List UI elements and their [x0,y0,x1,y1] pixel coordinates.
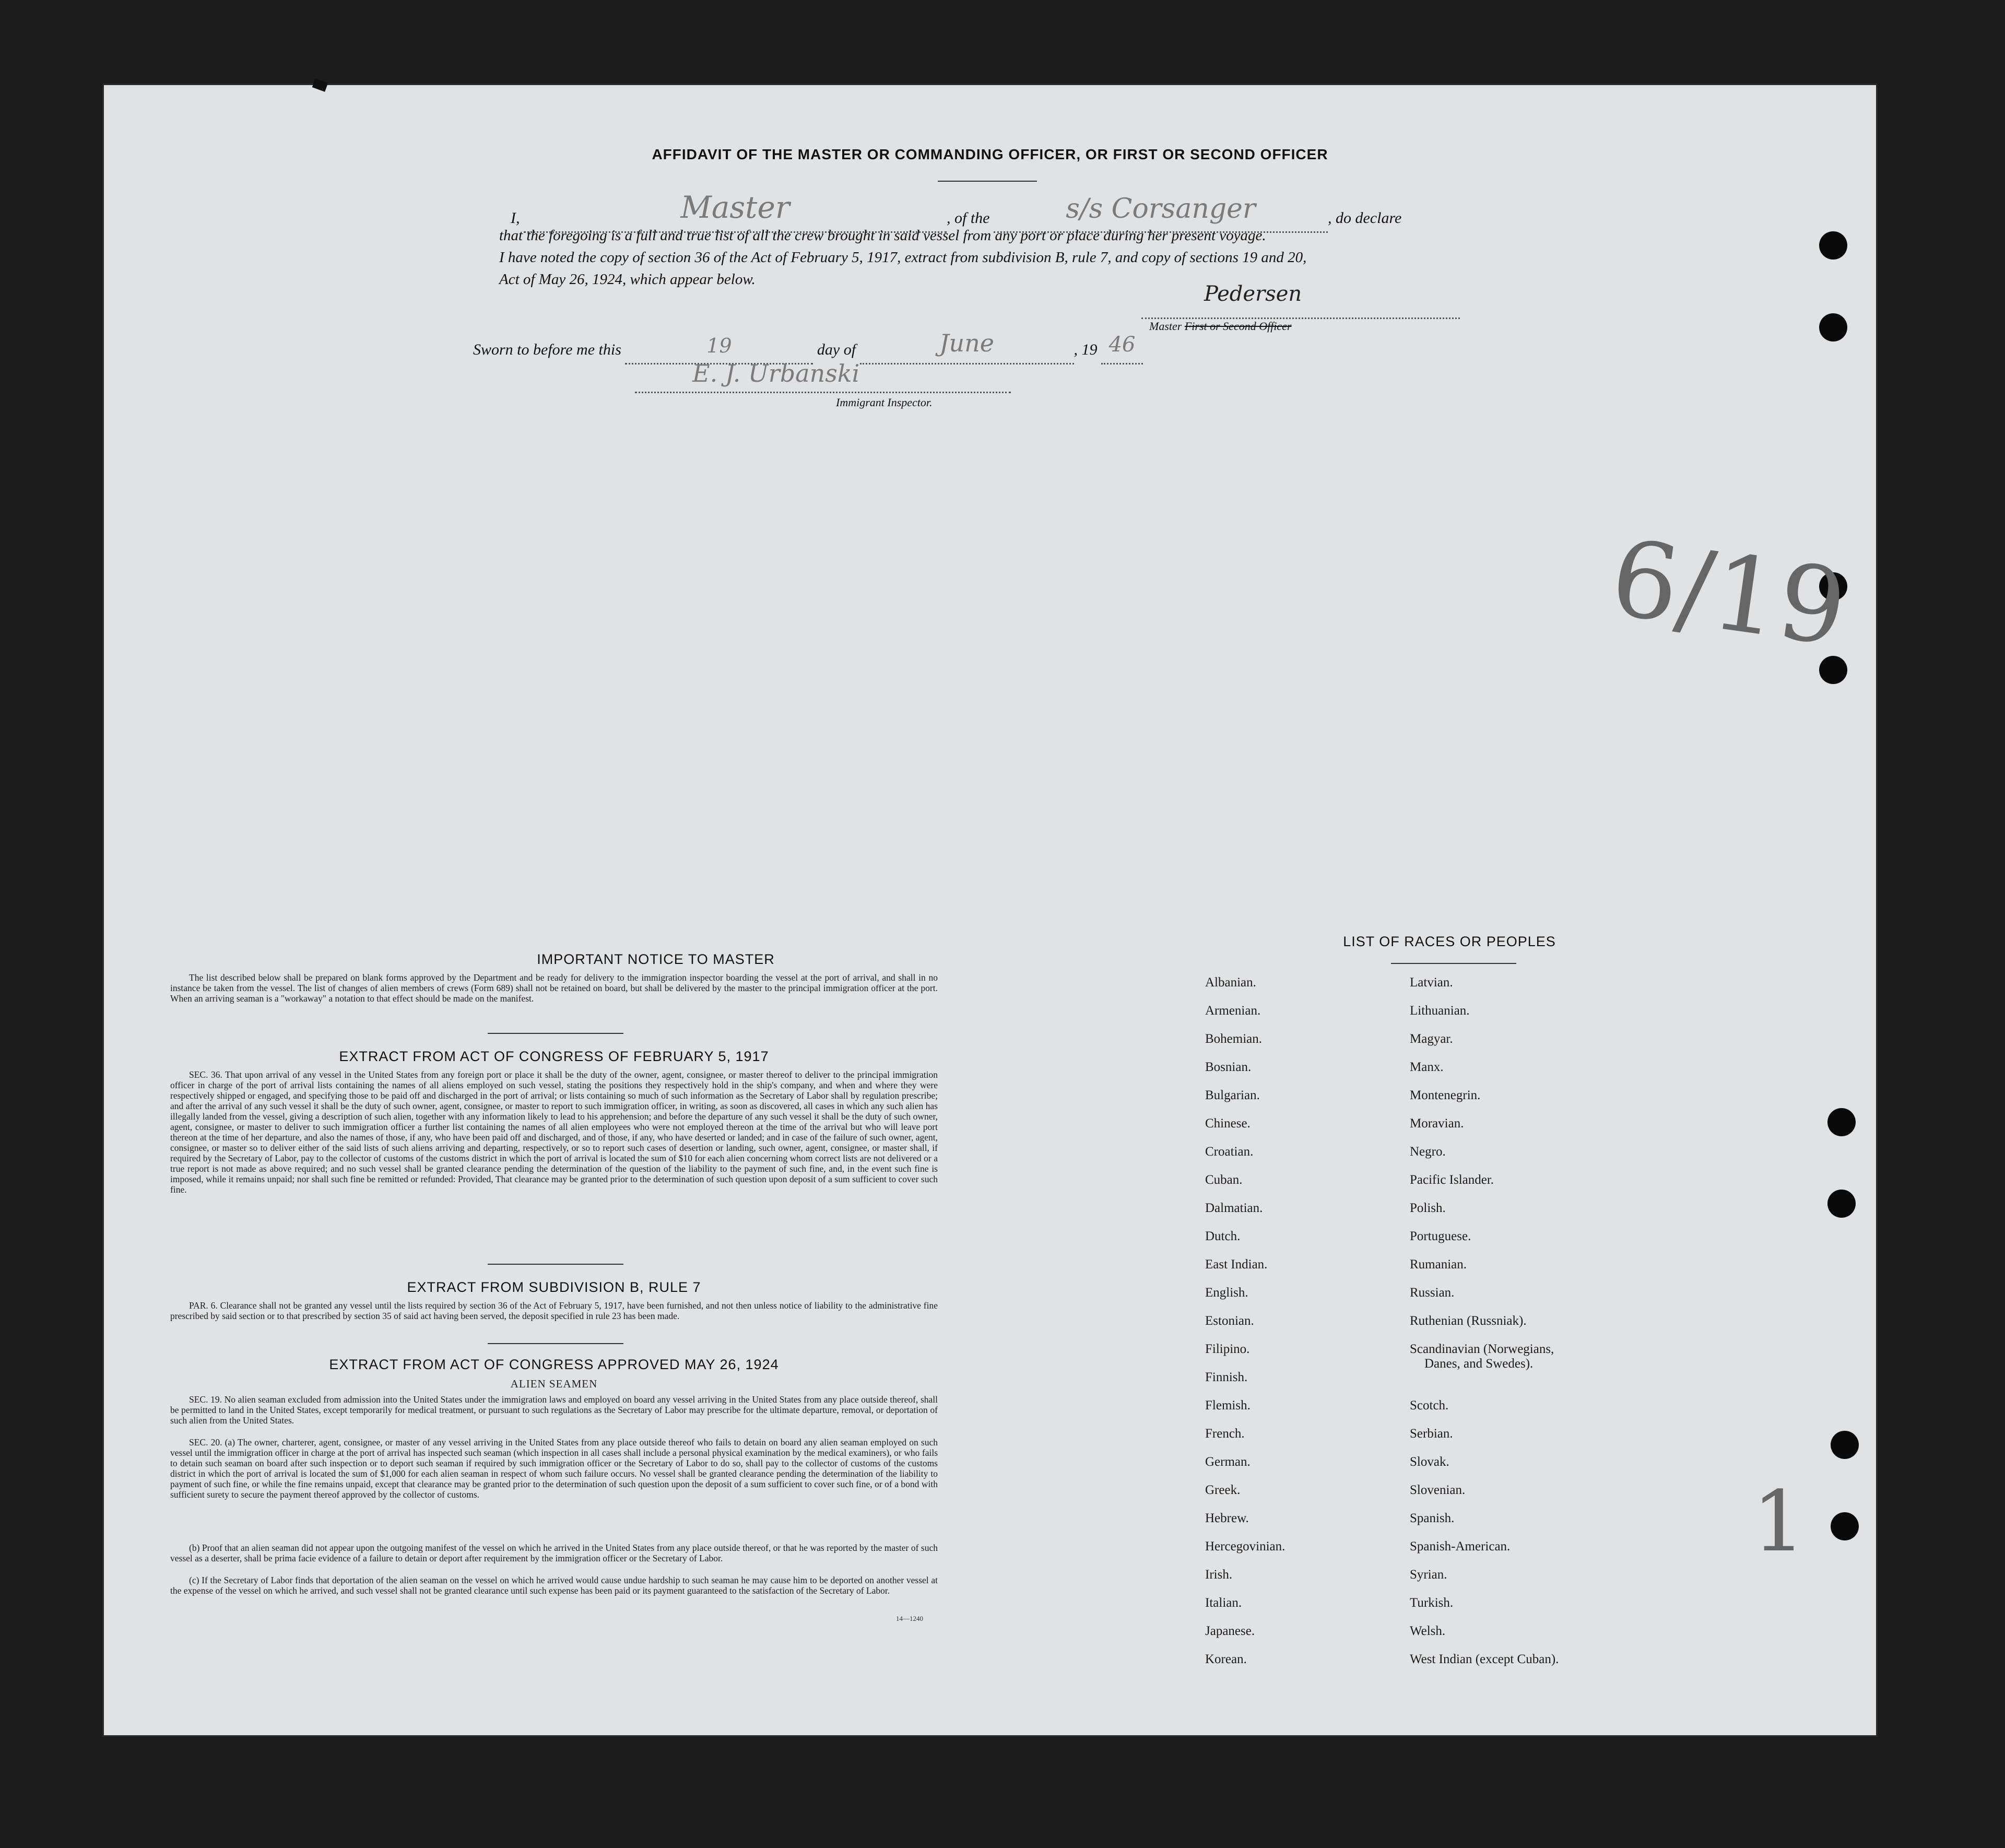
race-item: Bulgarian. [1205,1088,1260,1102]
races-title: LIST OF RACES OR PEOPLES [1343,934,1556,949]
race-item: Syrian. [1410,1568,1447,1582]
race-item: Cuban. [1205,1173,1243,1187]
form-number: 14—1240 [896,1615,923,1622]
master-handwriting: Master [680,190,790,225]
race-item: Danes, and Swedes). [1424,1357,1534,1371]
race-item: East Indian. [1205,1257,1268,1272]
sworn-month-field [860,329,1074,364]
caption-master: Master [1149,320,1182,333]
race-item: Spanish-American. [1410,1539,1511,1553]
race-item: Hebrew. [1205,1511,1249,1525]
race-item: Bohemian. [1205,1032,1263,1046]
text-do-declare: , do declare [1328,209,1402,227]
race-item: Japanese. [1205,1624,1255,1638]
race-item: Filipino. [1205,1342,1250,1356]
text-of-the: , of the [947,209,990,227]
sec20c-text: (c) If the Secretary of Labor finds that deportation of the alien seaman on the vessel on which he arrived would cause undue hardship to such seaman he may cause him to be deported on another vessel at the expense of the vessel on which he arrived, and such vessel shall not be granted clearance until such expense has been paid or its payment guaranteed to the satisfaction of the Secretary of Labor. [170,1575,938,1596]
margin-tick: 1 [1752,1473,1806,1570]
title-divider [938,181,1037,182]
race-item: French. [1205,1427,1245,1441]
declaration-line-2: that the foregoing is a full and true list of all the crew brought in said vessel from any port or place during her present voyage. [499,227,1266,244]
extract-1917-title: EXTRACT FROM ACT OF CONGRESS OF FEBRUARY 5, 1917 [339,1049,769,1064]
section-divider [488,1343,623,1344]
race-item: Dutch. [1205,1229,1241,1243]
day-of-label: day of [817,341,856,358]
race-item: Italian. [1205,1596,1242,1610]
master-signature-line [1141,307,1460,319]
race-item: Greek. [1205,1483,1241,1497]
race-item: Spanish. [1410,1511,1455,1525]
sec20b-text: (b) Proof that an alien seaman did not appear upon the outgoing manifest of the vessel on which he arrived in the United States from any place outside thereof, or that he was reported by the master of such vessel as a deserter, shall be prima facie evidence of a failure to detain or deport after requirement by the immigration officer or the Secretary of Labor. [170,1543,938,1563]
punch-hole [1819,231,1847,260]
race-item: Slovak. [1410,1455,1449,1469]
section-divider [488,1033,623,1034]
rule7-text: PAR. 6. Clearance shall not be granted any vessel until the lists required by section 36 of the Act of February 5, 1917, have been furnished, and not then unless notice of liability to the administrative fine prescribed by said section or to that prescribed by section 35 of said act having been served, the deposit specified in rule 23 has been made. [170,1300,938,1321]
race-item: German. [1205,1455,1251,1469]
punch-hole [1827,1190,1856,1218]
race-item: Moravian. [1410,1116,1464,1131]
punch-hole [1831,1512,1859,1540]
signature-caption [1149,320,1292,333]
sworn-month-handwriting: June [939,329,994,357]
vessel-handwriting: s/s Corsanger [1066,193,1256,225]
sworn-label: Sworn to before me this [473,341,621,358]
extract-1917-text: SEC. 36. That upon arrival of any vessel in the United States from any foreign port or place it shall be the duty of the owner, agent, consignee, or master thereof to deliver to the principal immigration officer in charge of the port of arrival lists containing the names of all aliens employed on such vessel, stating the positions they respectively hold in the ship's company, and when and where they were respectively shipped or engaged, and specifying those to be paid off and discharged in the port of arrival; or lists containing so much of such information as the Secretary of Labor shall by regulation prescribe; and after the arrival of any such vessel it shall be the duty of such owner, agent, consignee, or master to report to such immigration officer, in writing, as soon as discovered, all cases in which any such alien has illegally landed from the vessel, giving a description of such alien, together with any information likely to lead to his apprehension; and before the departure of any such vessel it shall be the duty of such owner, agent, consignee, or master to deliver to such immigration officer a further list containing the names of all alien employees who were not employed thereon at the time of the arrival but who will leave port thereon at the time of her departure, and also the names of those, if any, who have been paid off and discharged, and of those, if any, who have deserted or landed; and in case of the failure of such owner, agent, consignee, or master so to deliver either of the said lists of such aliens arriving and departing, respectively, or so to report such cases of desertion or landing, such owner, agent, consignee, or master shall, if required by the Secretary of Labor, pay to the collector of customs of the customs district in which the port of arrival is located the sum of $10 for each alien concerning whom correct lists are not delivered or a true report is not made as above required; and no such vessel shall be granted clearance pending the determination of the question of the liability to the payment of such fine, and, in the event such fine is imposed, while it remains unpaid; nor shall such fine be remitted or refunded: Provided, That clearance may be granted prior to the determination of such question upon deposit of a sum sufficient to cover such fine. [170,1069,938,1195]
race-item: Russian. [1410,1286,1455,1300]
race-item: Manx. [1410,1060,1444,1074]
margin-note: 6/19 [1603,516,1854,670]
race-item: Finnish. [1205,1370,1248,1384]
race-item: Rumanian. [1410,1257,1467,1272]
year-prefix: , 19 [1074,341,1098,358]
race-item: Estonian. [1205,1314,1254,1328]
race-item: Scandinavian (Norwegians, [1410,1342,1554,1356]
sworn-day-handwriting: 19 [706,334,732,357]
alien-seamen-subtitle: ALIEN SEAMEN [510,1378,598,1390]
race-item: Welsh. [1410,1624,1446,1638]
notice-text: The list described below shall be prepared on blank forms approved by the Department and be ready for delivery to the immigration inspector boarding the vessel at the port of arrival, and shall in no instance be taken from the vessel. The list of changes of alien members of crews (Form 689) shall not be retained on board, but shall be delivered by the master to the principal immigration officer at the port. When an arriving seaman is a "workaway" a notation to that effect should be made on the manifest. [170,972,938,1004]
extract-1924-title: EXTRACT FROM ACT OF CONGRESS APPROVED MAY 26, 1924 [329,1357,779,1372]
sworn-year-field [1101,333,1143,364]
race-item: Slovenian. [1410,1483,1466,1497]
rule7-title: EXTRACT FROM SUBDIVISION B, RULE 7 [407,1279,701,1295]
race-item: Albanian. [1205,975,1256,990]
race-item: Serbian. [1410,1427,1453,1441]
race-item: Armenian. [1205,1004,1261,1018]
notice-title: IMPORTANT NOTICE TO MASTER [537,951,775,967]
race-item: Pacific Islander. [1410,1173,1494,1187]
race-item: Flemish. [1205,1398,1251,1413]
declaration-line-4: Act of May 26, 1924, which appear below. [499,271,756,288]
race-item: Irish. [1205,1568,1233,1582]
race-item: Croatian. [1205,1145,1254,1159]
race-item: Hercegovinian. [1205,1539,1285,1553]
affidavit-title: AFFIDAVIT OF THE MASTER OR COMMANDING OFFICER, OR FIRST OR SECOND OFFICER [652,146,1328,162]
race-item: Portuguese. [1410,1229,1471,1243]
race-item: Dalmatian. [1205,1201,1263,1215]
race-item: Bosnian. [1205,1060,1252,1074]
inspector-caption: Immigrant Inspector. [836,396,933,409]
race-item: Ruthenian (Russniak). [1410,1314,1527,1328]
races-divider [1391,963,1516,964]
race-item: Magyar. [1410,1032,1453,1046]
race-item: Korean. [1205,1652,1247,1666]
race-item: Chinese. [1205,1116,1251,1131]
sworn-year-handwriting: 46 [1108,333,1136,357]
race-item: English. [1205,1286,1248,1300]
master-signature: Pedersen [1204,282,1302,306]
race-item: Polish. [1410,1201,1446,1215]
document-page [102,84,1878,1737]
sec20a-text: SEC. 20. (a) The owner, charterer, agent, consignee, or master of any vessel arriving in the United States from any place outside thereof who fails to detain on board any alien seaman employed on such vessel until the immigration officer in charge at the port of arrival has inspected such seaman (which inspection in all cases shall include a personal physical examination by the medical examiners), or who fails to detain such seaman on board after such inspection or to deport such seaman if required by such immigration officer or the Secretary of Labor to do so, shall pay to the collector of customs of the customs district in which the port of arrival is located the sum of $1,000 for each alien seaman in respect of whom such failure occurs. No vessel shall be granted clearance pending the determination of the liability to payment of such fine, or while the fine remains unpaid, except that clearance may be granted prior to the determination of such question upon the deposit of a sum sufficient to cover such fine, or of a bond with sufficient surety to secure the payment thereof approved by the collector of customs. [170,1437,938,1500]
section-divider [488,1264,623,1265]
race-item: Lithuanian. [1410,1004,1470,1018]
text-i: I, [511,209,520,227]
sworn-line [473,329,1143,362]
caption-struck-officer: First or Second Officer [1184,320,1292,333]
race-item: Negro. [1410,1145,1446,1159]
inspector-signature: E. J. Urbanski [692,359,860,387]
punch-hole [1819,313,1847,342]
punch-hole [1831,1431,1859,1459]
race-item: Scotch. [1410,1398,1449,1413]
race-item: Montenegrin. [1410,1088,1481,1102]
race-item: Latvian. [1410,975,1453,990]
punch-hole [1827,1108,1856,1136]
sec19-text: SEC. 19. No alien seaman excluded from admission into the United States under the immigration laws and employed on board any vessel arriving in the United States from any place outside thereof, shall be permitted to land in the United States, except temporarily for medical treatment, or pursuant to such regulations as the Secretary of Labor may prescribe for the ultimate departure, removal, or deportation of such alien from the United States. [170,1394,938,1426]
declaration-line-3: I have noted the copy of section 36 of the Act of February 5, 1917, extract from subdivision B, rule 7, and copy of sections 19 and 20, [499,249,1307,266]
race-item: Turkish. [1410,1596,1454,1610]
race-item: West Indian (except Cuban). [1410,1652,1559,1666]
